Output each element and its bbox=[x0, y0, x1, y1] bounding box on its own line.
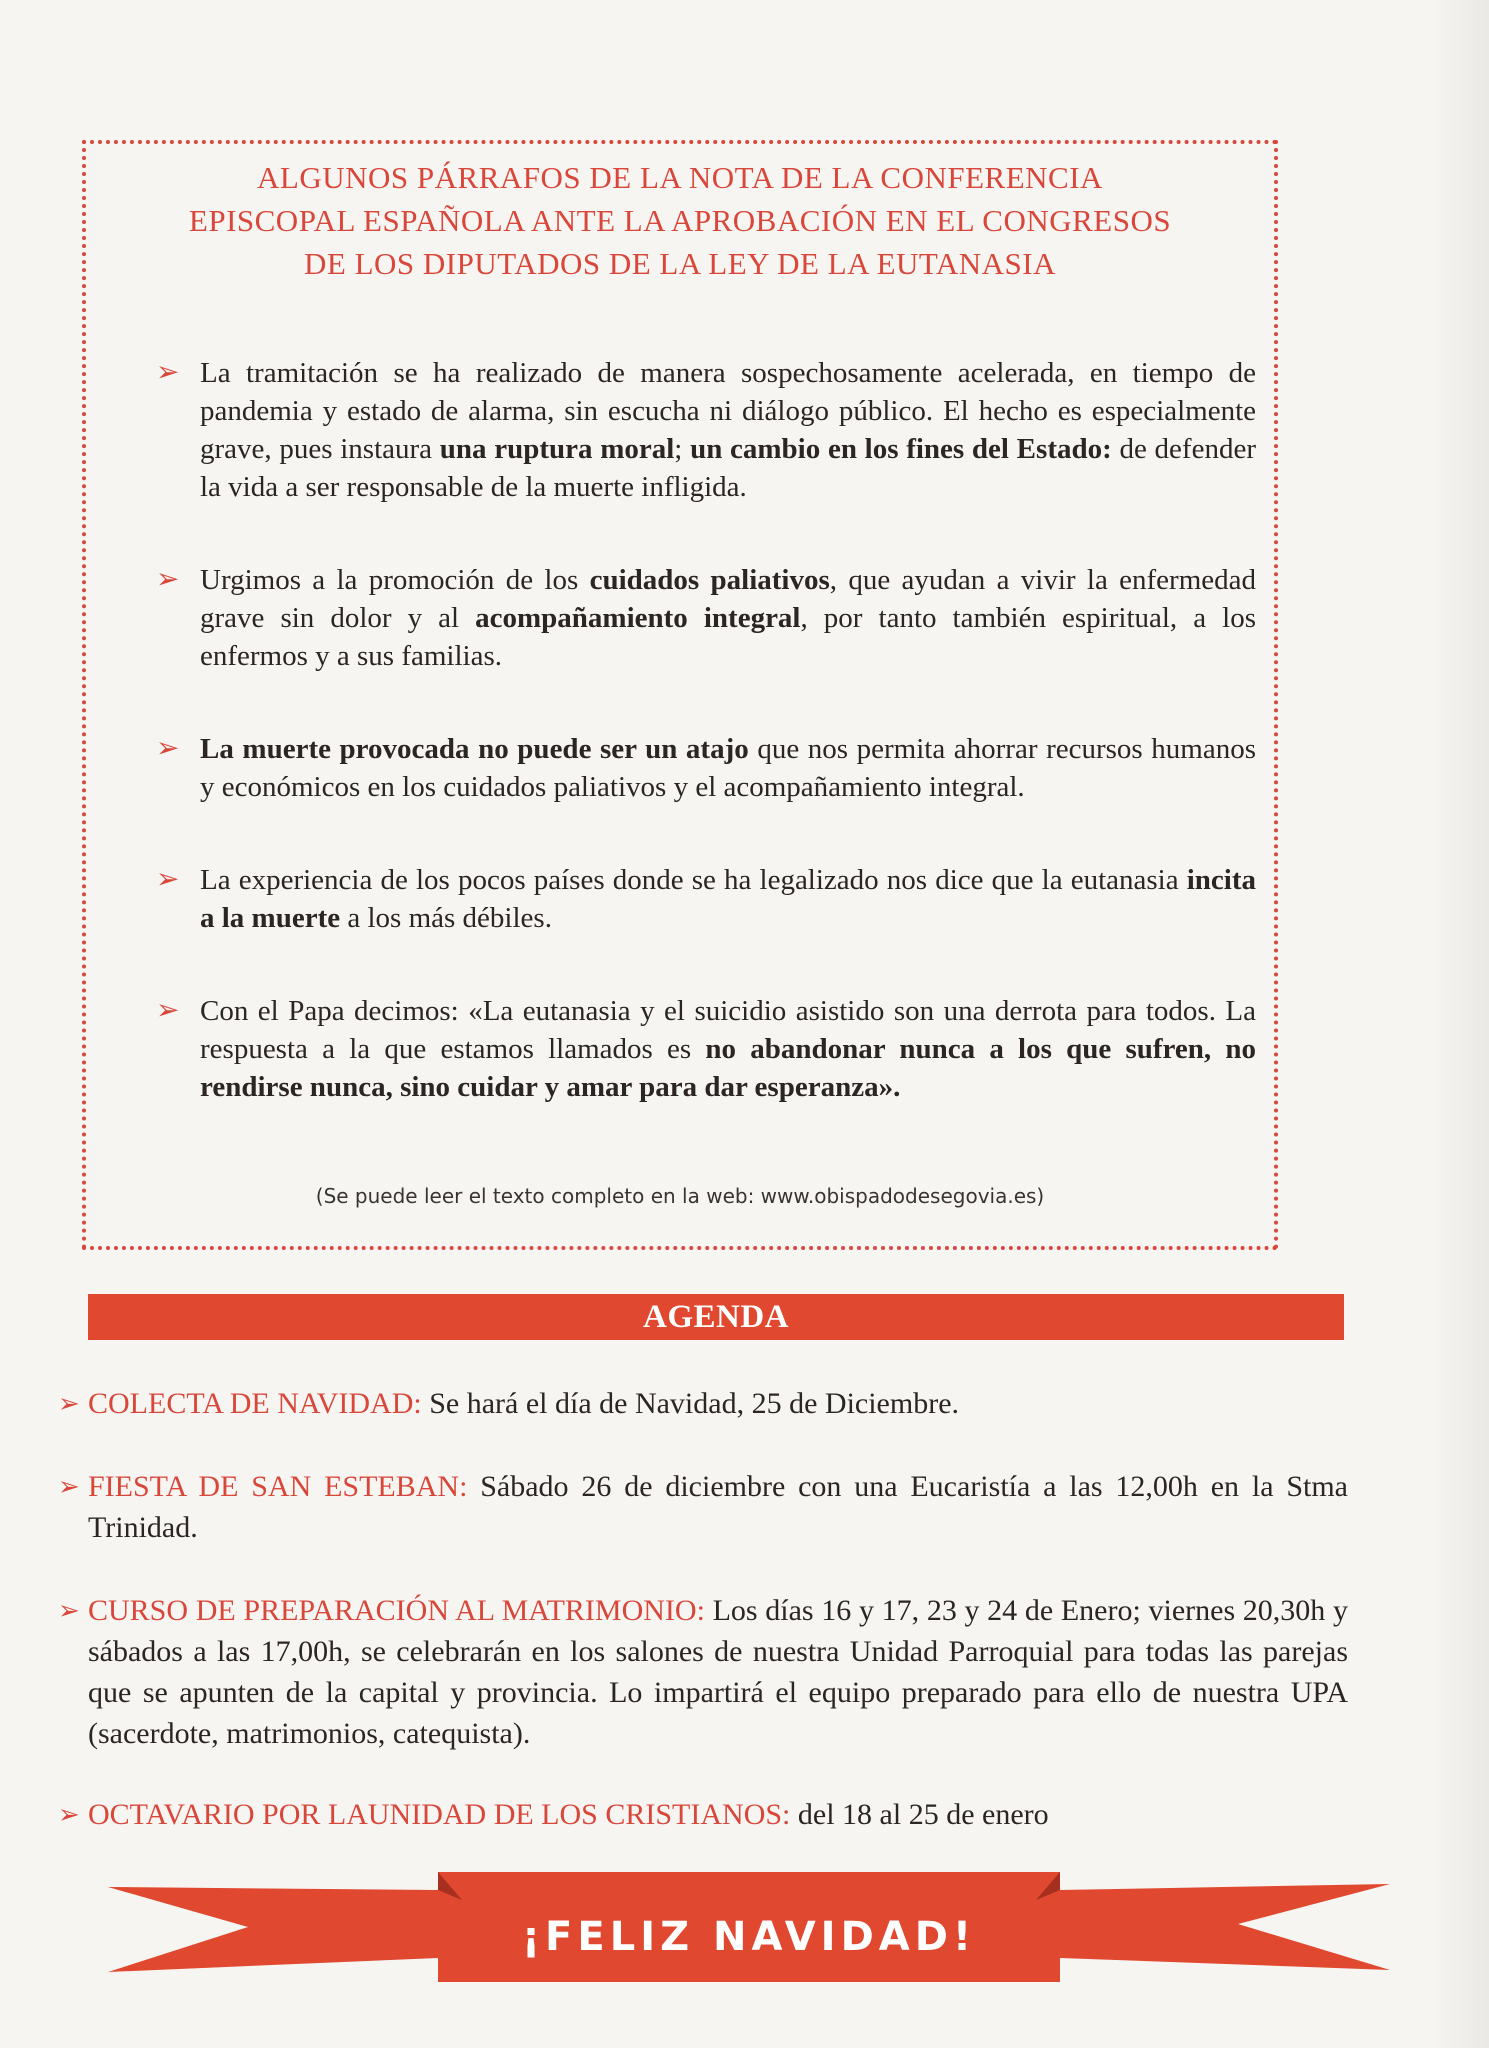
agenda-item: ➢ OCTAVARIO POR LAUNIDAD DE LOS CRISTIANOS: del 18 al 25 de enero bbox=[58, 1794, 1348, 1835]
arrow-bullet-icon: ➢ bbox=[58, 1472, 80, 1501]
christmas-banner bbox=[108, 1872, 1390, 1982]
note-bullet: ➢ La muerte provocada no puede ser un atajo que nos permita ahorrar recursos humanos y económicos en los cuidados paliativos y el acompañamiento integral. bbox=[156, 730, 1256, 806]
banner-text: ¡FELIZ NAVIDAD! bbox=[521, 1914, 977, 1960]
arrow-bullet-icon: ➢ bbox=[156, 864, 180, 895]
arrow-bullet-icon: ➢ bbox=[58, 1389, 80, 1418]
note-title: ALGUNOS PÁRRAFOS DE LA NOTA DE LA CONFERENCIA EPISCOPAL ESPAÑOLA ANTE LA APROBACIÓN EN EL CONGRESOS DE LOS DIPUTADOS DE LA LEY DE LA EUTANASIA bbox=[188, 160, 1172, 281]
arrow-bullet-icon: ➢ bbox=[156, 733, 180, 764]
arrow-bullet-icon: ➢ bbox=[156, 564, 180, 595]
note-bullet: ➢ Urgimos a la promoción de los cuidados paliativos, que ayudan a vivir la enfermedad grave sin dolor y al acompañamiento integral, por tanto también espiritual, a los enfermos y a sus familias. bbox=[156, 561, 1256, 675]
page-edge-shadow bbox=[1429, 0, 1489, 2048]
note-bullet: ➢ La tramitación se ha realizado de manera sospechosamente acelerada, en tiempo de pandemia y estado de alarma, sin escucha ni diálogo público. El hecho es especialmente grave, pues instaura una ruptura moral; un cambio en los fines del Estado: de defender la vida a ser responsable de la muerte infligida. bbox=[156, 354, 1256, 506]
arrow-bullet-icon: ➢ bbox=[58, 1800, 80, 1829]
note-bullet: ➢ Con el Papa decimos: «La eutanasia y el suicidio asistido son una derrota para todos. La respuesta a la que estamos llamados es no abandonar nunca a los que sufren, no rendirse nunca, sino cuidar y amar para dar esperanza». bbox=[156, 992, 1256, 1106]
web-reference: (Se puede leer el texto completo en la web: www.obispadodesegovia.es) bbox=[315, 1184, 1045, 1208]
arrow-bullet-icon: ➢ bbox=[156, 357, 180, 388]
arrow-bullet-icon: ➢ bbox=[58, 1596, 80, 1625]
arrow-bullet-icon: ➢ bbox=[156, 995, 180, 1026]
agenda-heading: AGENDA bbox=[88, 1294, 1344, 1340]
agenda-item: ➢ COLECTA DE NAVIDAD: Se hará el día de Navidad, 25 de Diciembre. bbox=[58, 1383, 1348, 1424]
agenda-item: ➢ CURSO DE PREPARACIÓN AL MATRIMONIO: Los días 16 y 17, 23 y 24 de Enero; viernes 20,30h y sábados a las 17,00h, se celebrarán en los salones de nuestra Unidad Parroquial para todas las parejas que se apunten de la capital y provincia. Lo impartirá el equipo preparado para ello de nuestra UPA (sacerdote, matrimonios, catequista). bbox=[58, 1590, 1348, 1754]
note-bullet: ➢ La experiencia de los pocos países donde se ha legalizado nos dice que la eutanasia incita a la muerte a los más débiles. bbox=[156, 861, 1256, 937]
agenda-item: ➢ FIESTA DE SAN ESTEBAN: Sábado 26 de diciembre con una Eucaristía a las 12,00h en la Stma Trinidad. bbox=[58, 1466, 1348, 1548]
agenda-list bbox=[58, 1383, 1348, 1875]
note-bullet-list bbox=[156, 354, 1256, 1106]
episcopal-note-box bbox=[82, 140, 1278, 1250]
